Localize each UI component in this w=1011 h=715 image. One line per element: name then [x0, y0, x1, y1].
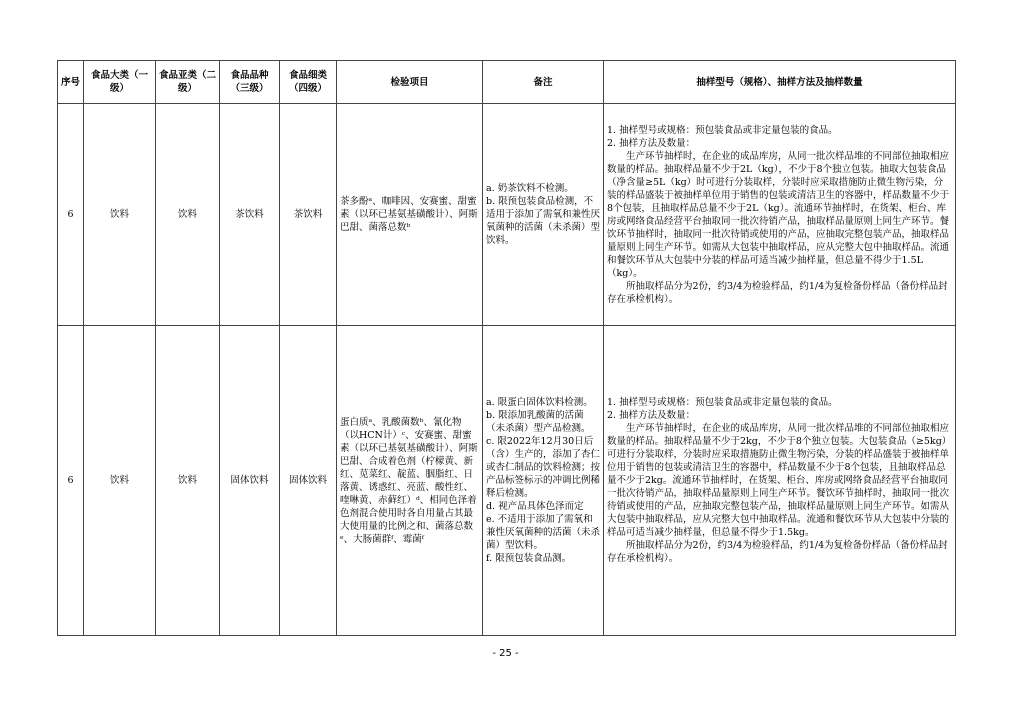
header-seq: 序号: [58, 61, 84, 104]
cell-cat4: 茶饮料: [280, 104, 337, 326]
cell-cat2: 饮料: [156, 326, 220, 636]
cell-seq: 6: [58, 104, 84, 326]
cell-test-items: 茶多酚ᵃ、咖啡因、安赛蜜、甜蜜素（以环已基氨基磺酸计）、阿斯巴甜、菌落总数ᵇ: [337, 104, 483, 326]
note-line: e. 不适用于添加了需氧和兼性厌氧菌种的活菌（未杀菌）型饮料。: [486, 514, 601, 551]
note-line: c. 限2022年12月30日后（含）生产的，添加了杏仁或杏仁制品的饮料检测；按产品标签标示的冲调比例稀释后检测。: [486, 436, 601, 499]
header-items: 检验项目: [337, 61, 483, 104]
header-cat3: 食品品种（三级）: [220, 61, 280, 104]
cell-test-items: 蛋白质ᵃ、乳酸菌数ᵇ、氰化物（以HCN计）ᶜ、安赛蜜、甜蜜素（以环已基氨基磺酸计）、阿斯巴甜、合成着色剂（柠檬黄、新红、苋菜红、靛蓝、胭脂红、日落黄、诱惑红、亮蓝、酸性红、喹啉黄、赤藓红）ᵈ、相同色泽着色剂混合使用时各自用量占其最大使用量的比例之和、菌落总数ᵉ、大肠菌群ᶠ、霉菌ᶠ: [337, 326, 483, 636]
method-spec: 1. 抽样型号或规格：预包装食品或非定量包装的食品。: [607, 397, 838, 408]
note-line: f. 限预包装食品测。: [486, 553, 572, 564]
note-line: b. 限预包装食品检测，不适用于添加了需氧和兼性厌氧菌种的活菌（未杀菌）型饮料。: [486, 196, 601, 246]
note-line: a. 奶茶饮料不检测。: [486, 183, 574, 194]
method-spec: 1. 抽样型号或规格：预包装食品或非定量包装的食品。: [607, 124, 838, 136]
header-cat4: 食品细类（四级）: [280, 61, 337, 104]
sampling-table: [57, 60, 956, 636]
page-number: - 25 -: [492, 648, 519, 659]
method-paragraph: 所抽取样品分为2份，约3/4为检验样品，约1/4为复检备份样品（备份样品封存在承检机构）。: [607, 280, 948, 305]
header-cat2: 食品亚类（二级）: [156, 61, 220, 104]
method-paragraph: 生产环节抽样时，在企业的成品库房，从同一批次样品堆的不同部位抽取相应数量的样品。抽取样品量不少于2L（kg），不少于8个独立包装。抽取大包装食品（净含量≥5L（kg）时可进行分装取样，分装时应采取措施防止微生物污染，分装的样品盛装于被抽样单位用于销售的包装或清洁卫生的容器中，样品数量不少于8个包装，且抽取样品总量不少于2L（kg）。流通环节抽样时，在货架、柜台、库房或网络食品经营平台抽取同一批次待销产品，抽取样品量原则上同生产环节。餐饮环节抽样时，抽取同一批次待销或使用的产品，应抽取完整包装产品，抽取样品量原则上同生产环节。如需从大包装中抽取样品，应从完整大包中抽取样品。流通和餐饮环节从大包装中分装的样品可适当减少抽样量，但总量不得少于1.5L（kg）。: [607, 150, 950, 279]
header-method: 抽样型号（规格）、抽样方法及抽样数量: [604, 61, 956, 104]
cell-cat3: 茶饮料: [220, 104, 280, 326]
cell-seq: 6: [58, 326, 84, 636]
table-row: [58, 326, 956, 636]
method-paragraph: 生产环节抽样时，在企业的成品库房，从同一批次样品堆的不同部位抽取相应数量的样品。抽取样品量不少于2kg，不少于8个独立包装。大包装食品（≥5kg）可进行分装取样，分装时应采取措施防止微生物污染，分装的样品盛装于被抽样单位用于销售的包装或清洁卫生的容器中，样品数量不少于8个包装，且抽取样品总量不少于2kg。流通环节抽样时，在货架、柜台、库房或网络食品经营平台抽取同一批次待销产品，抽取样品量原则上同生产环节。餐饮环节抽样时，抽取同一批次待销或使用的产品，应抽取完整包装产品，抽取样品量原则上同生产环节。如需从大包装中抽取样品，应从完整大包中抽取样品。流通和餐饮环节从大包装中分装的样品可适当减少抽样量，但总量不得少于1.5kg。: [607, 423, 952, 538]
method-heading: 2. 抽样方法及数量：: [607, 410, 696, 421]
header-row: [58, 61, 956, 104]
method-heading: 2. 抽样方法及数量：: [607, 137, 696, 149]
cell-cat4: 固体饮料: [280, 326, 337, 636]
cell-notes: [483, 326, 604, 636]
header-notes: 备注: [483, 61, 604, 104]
cell-method: [604, 104, 956, 326]
cell-method: [604, 326, 956, 636]
cell-cat1: 饮料: [84, 326, 156, 636]
cell-notes: [483, 104, 604, 326]
note-line: b. 限添加乳酸菌的活菌（未杀菌）型产品检测。: [486, 410, 591, 434]
cell-cat1: 饮料: [84, 104, 156, 326]
header-cat1: 食品大类（一级）: [84, 61, 156, 104]
cell-cat3: 固体饮料: [220, 326, 280, 636]
cell-cat2: 饮料: [156, 104, 220, 326]
note-line: a. 限蛋白固体饮料检测。: [486, 397, 593, 408]
note-line: d. 视产品具体色泽而定: [486, 501, 584, 512]
table-row: [58, 104, 956, 326]
method-paragraph: 所抽取样品分为2份，约3/4为检验样品，约1/4为复检备份样品（备份样品封存在承检机构）。: [607, 540, 948, 564]
